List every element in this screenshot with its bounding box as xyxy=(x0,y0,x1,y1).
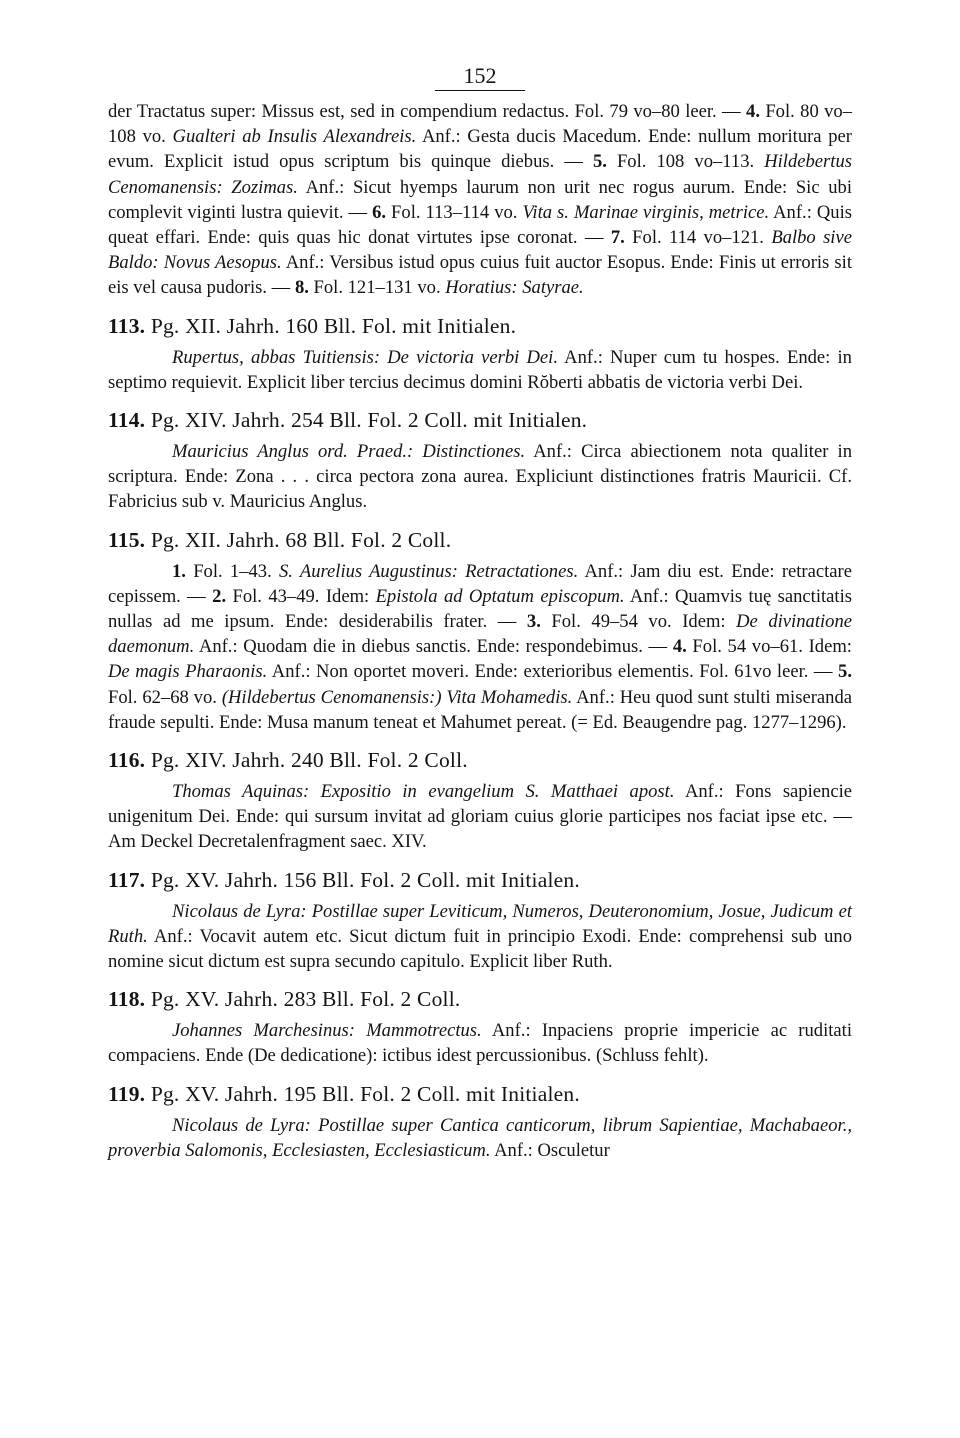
text-run: Fol. 49–54 vo. Idem: xyxy=(540,611,737,633)
entry-heading xyxy=(108,865,852,895)
entry-heading xyxy=(108,745,852,775)
entry-body xyxy=(108,1113,852,1163)
text-run: Rupertus, abbas Tuitiensis: De victoria verbi Dei. xyxy=(172,346,558,368)
entry-body xyxy=(108,779,852,855)
entry-body xyxy=(108,345,852,395)
entry-description: Pg. XIV. Jahrh. 240 Bll. Fol. 2 Coll. xyxy=(145,748,468,773)
text-run: Anf.: Versibus istud opus cuius fuit auctor Esopus. Ende: Finis ut erroris sit eis vel causa pudoris. — xyxy=(108,252,852,299)
text-run: S. Aurelius Augustinus: Retractationes. xyxy=(278,560,579,582)
text-run: Anf.: Circa abiectionem nota qualiter in scriptura. Ende: Zona . . . circa pectora zona aurea. Expliciunt distinctiones fratris Mauricii. Cf. Fabricius sub v. Mauricius Anglus. xyxy=(108,441,852,513)
text-run: 6. xyxy=(372,201,387,223)
text-run: Epistola ad Optatum episcopum. xyxy=(375,585,625,607)
text-run: Anf.: Quis queat effari. Ende: quis quas hic donat virtutes ipse coronat. — xyxy=(108,201,852,249)
entry-description: Pg. XV. Jahrh. 283 Bll. Fol. 2 Coll. xyxy=(145,987,461,1012)
text-run: 4. xyxy=(672,636,687,658)
catalog-entry-116 xyxy=(108,745,852,855)
text-run: Anf.: Sicut hyemps laurum non urit nec rogus aurum. Ende: Sic ubi complevit viginti lustra quievit. — xyxy=(108,176,852,223)
text-run: Fol. 121–131 vo. xyxy=(308,277,446,299)
text-run: der Tractatus super: Missus est, sed in compendium redactus. Fol. 79 vo–80 leer. — xyxy=(108,101,747,122)
text-run: 1. xyxy=(172,560,186,582)
entry-body xyxy=(108,439,852,515)
text-run: 7. xyxy=(610,227,625,249)
entry-description: Pg. XV. Jahrh. 156 Bll. Fol. 2 Coll. mit Initialen. xyxy=(145,867,580,892)
catalog-entry-117 xyxy=(108,865,852,975)
catalog-entry-118 xyxy=(108,984,852,1068)
text-run: Fol. 62–68 vo. xyxy=(108,686,222,708)
entry-description: Pg. XV. Jahrh. 195 Bll. Fol. 2 Coll. mit Initialen. xyxy=(145,1081,580,1106)
entry-body xyxy=(108,559,852,735)
text-run: Balbo sive Baldo: Novus Aesopus. xyxy=(108,227,852,274)
catalog-entry-119 xyxy=(108,1079,852,1163)
text-run: Thomas Aquinas: Expositio in evangelium S. Matthaei apost. xyxy=(172,781,675,803)
entry-body xyxy=(108,899,852,975)
entry-number: 117. xyxy=(108,867,146,892)
text-run: Anf.: Jam diu est. Ende: retractare cepissem. — xyxy=(108,560,852,607)
text-run: Fol. 80 vo–108 vo. xyxy=(108,101,852,148)
page-number: 152 xyxy=(435,62,525,91)
text-run: Horatius: Satyrae. xyxy=(445,277,584,299)
text-run: Nicolaus de Lyra: Postillae super Cantica canticorum, librum Sapientiae, Machabaeor., proverbia Salomonis, Ecclesiasten, Ecclesiasticum. xyxy=(108,1114,852,1161)
entry-number: 116. xyxy=(108,748,146,773)
text-run: 5. xyxy=(592,151,607,173)
entry-number: 119. xyxy=(108,1081,146,1106)
text-run: 3. xyxy=(526,611,541,633)
text-run: Hildebertus Cenomanensis: Zozimas. xyxy=(108,151,852,198)
text-run: Anf.: Fons sapiencie unigenitum Dei. Ende: qui sursum invitat ad gloriam cuius glorie participes nos faciat ipse etc. — Am Deckel Decretalenfragment saec. XIV. xyxy=(108,781,852,853)
text-run: Anf.: Vocavit autem etc. Sicut dictum fuit in principio Exodi. Ende: comprehensi sub uno nomine sicut dictum est supra secundo capitulo. Explicit liber Ruth. xyxy=(108,925,852,973)
text-run: Vita s. Marinae virginis, metrice. xyxy=(522,201,770,223)
text-run: Nicolaus de Lyra: Postillae super Leviticum, Numeros, Deuteronomium, Josue, Judicum et Ruth. xyxy=(108,900,852,947)
text-run: Anf.: Osculetur xyxy=(490,1139,610,1161)
text-run: Mauricius Anglus ord. Praed.: Distinctiones. xyxy=(172,441,526,463)
catalog-entry-114 xyxy=(108,405,852,515)
text-run: Anf.: Inpaciens proprie impericie ac ruditati compaciens. Ende (De dedicatione): ictibus idest percussionibus. (Schluss fehlt). xyxy=(108,1020,852,1067)
catalog-entry-115 xyxy=(108,525,852,735)
text-run: 8. xyxy=(294,277,309,299)
text-run: Anf.: Heu quod sunt stulti miseranda fraude sepulti. Ende: Musa manum teneat et Mahumet pereat. (= Ed. Beaugendre pag. 1277–1296). xyxy=(108,686,852,733)
text-run: Fol. 1–43. xyxy=(185,560,279,582)
text-run: (Hildebertus Cenomanensis:) Vita Mohamedis. xyxy=(221,686,573,708)
text-run: De magis Pharaonis. xyxy=(108,661,268,683)
entry-heading xyxy=(108,311,852,341)
entry-number: 118. xyxy=(108,987,146,1012)
text-run: Fol. 108 vo–113. xyxy=(606,151,765,173)
text-run: Johannes Marchesinus: Mammotrectus. xyxy=(172,1020,482,1042)
entry-heading xyxy=(108,984,852,1014)
text-run: Gualteri ab Insulis Alexandreis. xyxy=(172,126,417,148)
entry-description: Pg. XII. Jahrh. 68 Bll. Fol. 2 Coll. xyxy=(145,527,452,552)
intro-paragraph xyxy=(108,99,852,301)
text-run: Fol. 113–114 vo. xyxy=(386,201,523,223)
text-run: 5. xyxy=(838,661,852,683)
document-page xyxy=(108,62,852,1163)
text-run: 4. xyxy=(746,101,760,122)
text-run: Anf.: Quodam die in diebus sanctis. Ende: respondebimus. — xyxy=(194,636,673,658)
entry-description: Pg. XIV. Jahrh. 254 Bll. Fol. 2 Coll. mit Initialen. xyxy=(145,408,588,433)
text-run: Anf.: Gesta ducis Macedum. Ende: nullum moritura per evum. Explicit istud opus scriptum bis quinque diebus. — xyxy=(108,126,852,173)
entry-heading xyxy=(108,405,852,435)
entry-heading xyxy=(108,1079,852,1109)
text-run: 2. xyxy=(212,585,227,607)
text-run: Fol. 54 vo–61. Idem: xyxy=(686,636,852,658)
text-run: Anf.: Non oportet moveri. Ende: exterioribus elementis. Fol. 61vo leer. — xyxy=(267,661,839,683)
text-run: Anf.: Quamvis tuę sanctitatis nullas ad me ipsum. Ende: desiderabilis frater. — xyxy=(108,585,852,633)
text-run: De divinatione daemonum. xyxy=(108,611,852,658)
text-run: Anf.: Nuper cum tu hospes. Ende: in septimo requievit. Explicit liber tercius decimus domini Rŏberti abbatis de victoria verbi Dei. xyxy=(108,346,852,393)
text-run: Fol. 43–49. Idem: xyxy=(226,585,376,607)
entry-number: 114. xyxy=(108,408,146,433)
entry-number: 113. xyxy=(108,313,146,338)
text-run: Fol. 114 vo–121. xyxy=(624,227,772,249)
entry-number: 115. xyxy=(108,527,146,552)
entry-description: Pg. XII. Jahrh. 160 Bll. Fol. mit Initialen. xyxy=(145,313,517,338)
entry-heading xyxy=(108,525,852,555)
entry-body xyxy=(108,1018,852,1068)
catalog-entry-113 xyxy=(108,311,852,395)
catalog-entries xyxy=(108,311,852,1163)
